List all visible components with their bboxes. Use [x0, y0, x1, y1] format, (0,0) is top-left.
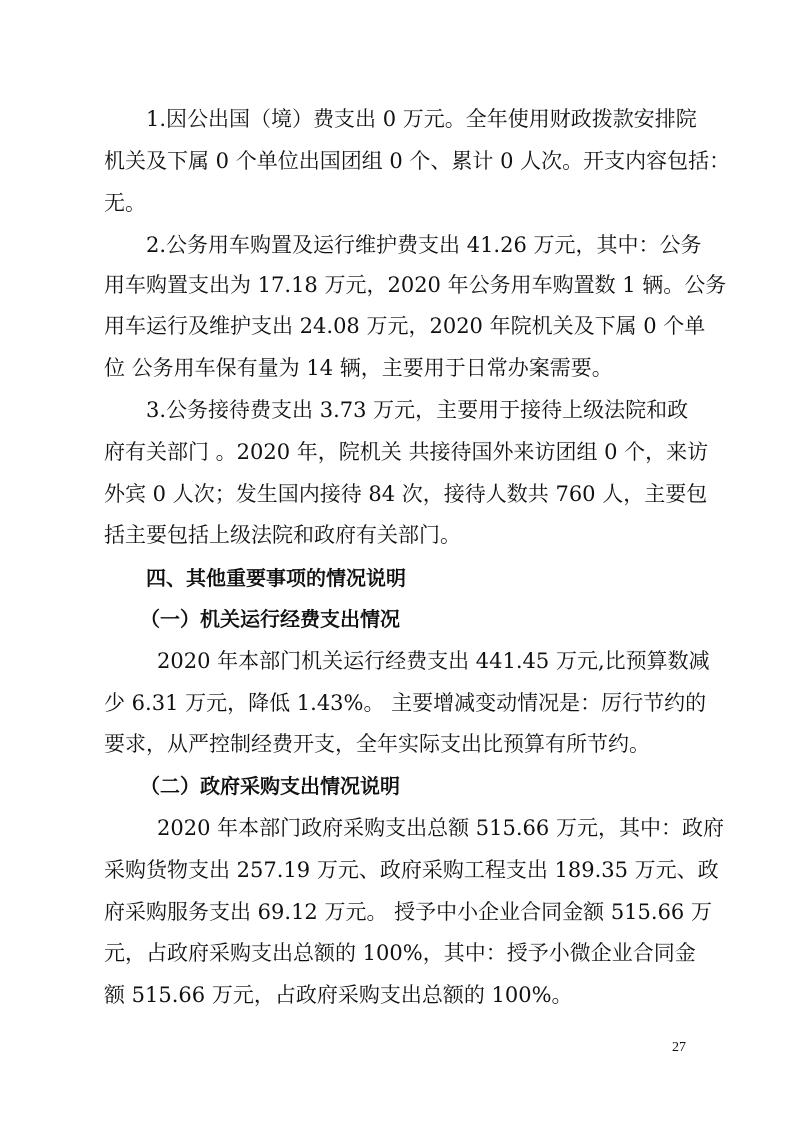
subsection-1-line-2: 少 6.31 万元，降低 1.43%。 主要增减变动情况是：厉行节约的 — [104, 691, 707, 715]
subsection-2-line-5: 额 515.66 万元，占政府采购支出总额的 100%。 — [104, 983, 573, 1007]
paragraph-2-line-1: 2.公务用车购置及运行维护费支出 41.26 万元，其中：公务 — [146, 233, 702, 257]
subsection-2-line-1: 2020 年本部门政府采购支出总额 515.66 万元，其中：政府 — [157, 816, 724, 840]
subsection-2-line-2: 采购货物支出 257.19 万元、政府采购工程支出 189.35 万元、政 — [104, 858, 719, 882]
paragraph-3-line-4: 括主要包括上级法院和政府有关部门。 — [104, 523, 461, 547]
subsection-2-heading: （二）政府采购支出情况说明 — [140, 774, 400, 798]
paragraph-3-line-1: 3.公务接待费支出 3.73 万元，主要用于接待上级法院和政 — [146, 398, 689, 422]
paragraph-1-line-3: 无。 — [104, 191, 146, 215]
paragraph-2-line-3: 用车运行及维护支出 24.08 万元，2020 年院机关及下属 0 个单 — [104, 314, 706, 338]
paragraph-1-line-1: 1.因公出国（境）费支出 0 万元。全年使用财政拨款安排院 — [146, 107, 697, 131]
paragraph-2-line-2: 用车购置支出为 17.18 万元，2020 年公务用车购置数 1 辆。公务 — [104, 273, 727, 297]
subsection-1-line-3: 要求，从严控制经费开支，全年实际支出比预算有所节约。 — [104, 732, 650, 756]
section-4-heading: 四、其他重要事项的情况说明 — [146, 566, 406, 590]
paragraph-3-line-2: 府有关部门 。2020 年，院机关 共接待国外来访团组 0 个，来访 — [104, 440, 709, 464]
subsection-2-line-4: 元，占政府采购支出总额的 100%，其中：授予小微企业合同金 — [104, 941, 696, 965]
subsection-1-line-1: 2020 年本部门机关运行经费支出 441.45 万元,比预算数减 — [157, 649, 710, 673]
paragraph-2-line-4: 位 公务用车保有量为 14 辆，主要用于日常办案需要。 — [104, 356, 613, 380]
subsection-1-heading: （一）机关运行经费支出情况 — [140, 607, 400, 631]
paragraph-1-line-2: 机关及下属 0 个单位出国团组 0 个、累计 0 人次。开支内容包括： — [104, 149, 731, 173]
subsection-2-line-3: 府采购服务支出 69.12 万元。 授予中小企业合同金额 515.66 万 — [104, 900, 712, 924]
paragraph-3-line-3: 外宾 0 人次；发生国内接待 84 次，接待人数共 760 人，主要包 — [104, 482, 708, 506]
page-number: 27 — [672, 1040, 686, 1055]
